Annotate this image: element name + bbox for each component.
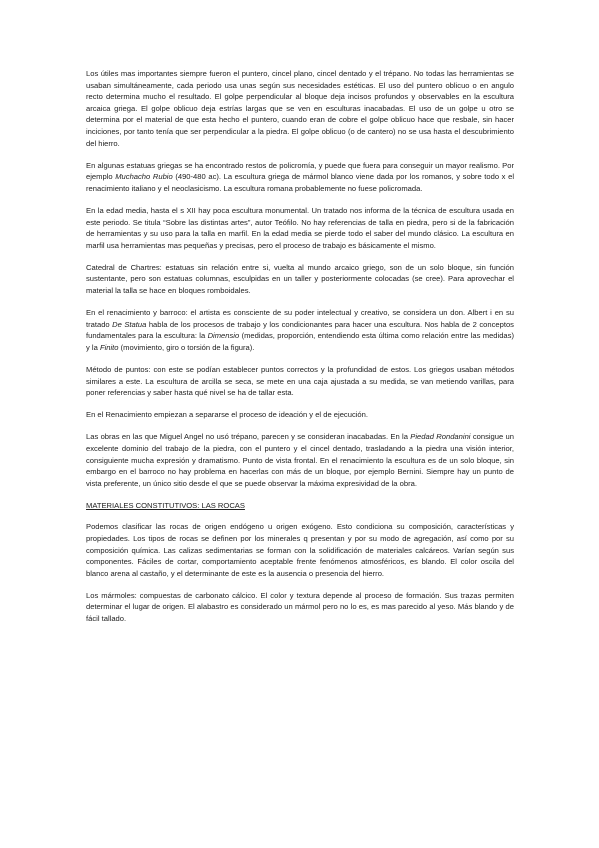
paragraph-text: (medidas, proporción, entendiendo esta última como relación entre las medidas) y la [86, 331, 514, 352]
paragraph-renaissance [86, 307, 514, 353]
paragraph-points-method [86, 364, 514, 399]
paragraph-ideation [86, 409, 514, 421]
paragraph-tools [86, 68, 514, 149]
italic-title-text: Finito [99, 342, 119, 352]
italic-title-text: De Statua [112, 319, 147, 329]
paragraph-rocks [86, 521, 514, 579]
paragraph-text: MATERIALES CONSTITUTIVOS: LAS ROCAS [86, 500, 245, 510]
document-body [86, 68, 514, 635]
section-heading-materials [86, 500, 514, 512]
paragraph-text: En el renacimiento y barroco: el artista es consciente de su poder intelectual y creativo, se considera un don. Albert i en su tratado [86, 308, 514, 329]
paragraph-text: Los mármoles: compuestas de carbonato cálcico. El color y textura depende al proceso de formación. Sus trazas permiten determinar el lugar de origen. El alabastro es considerado un mármol pero no lo es, es mas parecido al yeso. Más blando y de fácil tallado. [86, 590, 514, 624]
paragraph-text: Las obras en las que Miguel Angel no usó trépano, parecen y se consideran inacabadas. En la [86, 432, 411, 442]
paragraph-text: habla de los procesos de trabajo y los condicionantes para hacer una escultura. Nos habla de 2 conceptos fundamentales para la escultura: la [86, 319, 514, 341]
paragraph-marble [86, 590, 514, 625]
italic-title-text: Dimensio [207, 331, 240, 341]
paragraph-text: En el Renacimiento empiezan a separarse el proceso de ideación y el de ejecución. [86, 410, 368, 420]
paragraph-text: consigue un excelente dominio del trabajo de la piedra, con el puntero y el cincel dentado, trasladando a la piedra una visión interior, consiguiente mucha expresión y dramatismo. Punto de vista frontal. En el renacimiento la escultura es de un solo bloque, sin embargo en el barroco no hay problema en hacerlas con más de un bloque, por ejemplo Bernini. Siempre hay un punto de vista preferente, un único sitio desde el que se puede observar la máxima expresividad de la obra. [86, 432, 515, 488]
paragraph-text: En algunas estatuas griegas se ha encontrado restos de policromía, y puede que fuera para conseguir un mayor realismo. Por ejemplo [86, 160, 514, 182]
italic-title-text: Piedad Rondanini [410, 432, 471, 442]
paragraph-text: Catedral de Chartres: estatuas sin relación entre si, vuelta al mundo arcaico griego, son de un solo bloque, sin función sustentante, pero son estatuas columnas, esculpidas en un taller y posteriormente colocadas (se cree). Para aprovechar el material la talla se hace en bloques romboidales. [86, 262, 514, 295]
paragraph-michelangelo [86, 431, 514, 489]
paragraph-polychromy [86, 160, 514, 195]
paragraph-text: Podemos clasificar las rocas de origen endógeno u origen exógeno. Esto condiciona su composición, características y propiedades. Los tipos de rocas se definen por los minerales q presentan y por su modo de agregación, así como por su composición química. Las calizas sedimentarias se forman con la solidificación de materiales calcáreos. Varían según sus componentes. Fáciles de cortar, comportamiento aceptable frente fenómenos atmosféricos, es blando. El color oscila del blanco arena al castaño, y el determinante de este es la ausencia o presencia del hierro. [86, 522, 514, 578]
paragraph-middle-ages [86, 205, 514, 251]
paragraph-text: Los útiles mas importantes siempre fueron el puntero, cincel plano, cincel dentado y el trépano. No todas las herramientas se usaban simultáneamente, cada periodo usa unas según sus necesidades estéticas. El uso del puntero oblicuo o en angulo recto determina mucho el resultado. El golpe perpendicular al bloque deja incisos profundos y observables en la escultura arcaica griega. El golpe oblicuo deja estrías largas que se ven en esculturas inacabadas. El uso de un golpe u otro se determina por el material de que esta hecho el puntero, cuando eran de cobre el golpe oblicuo hace que resbale, sin hacer inciciones, por tanto tenía que ser perpendicular a la piedra. El golpe oblicuo (o de cantero) no se usa hasta el descubrimiento del hierro. [86, 69, 514, 148]
paragraph-text: (movimiento, giro o torsión de la figura). [118, 342, 255, 352]
paragraph-chartres [86, 262, 514, 297]
paragraph-text: (490-480 ac). La escultura griega de mármol blanco viene dada por los romanos, y sobre todo x el renacimiento italiano y el neoclasicismo. La escultura romana probablemente no fuese policromada. [86, 172, 515, 193]
paragraph-text: En la edad media, hasta el s XII hay poca escultura monumental. Un tratado nos informa de la técnica de escultura usada en este periodo. Se titula “Sobre las distintas artes”, autor Teófilo. No hay referencias de talla en piedra, pero si de la fabricación de herramientas y su uso para la talla en marfil. En la edad media se pierde todo el saber del mundo clásico. La escultura en marfil usa herramientas mas pequeñas y precisas, pero el proceso de trabajo es básicamente el mismo. [86, 205, 514, 250]
italic-title-text: Muchacho Rubio [115, 172, 173, 182]
paragraph-text: Método de puntos: con este se podían establecer puntos correctos y la profundidad de estos. Los griegos usaban métodos similares a este. La escultura de arcilla se seca, se mete en una caja ajustada a su medida, se van metiendo varillas, para poner referencias y saber hasta qué nivel se ha de tallar esta. [86, 364, 514, 398]
